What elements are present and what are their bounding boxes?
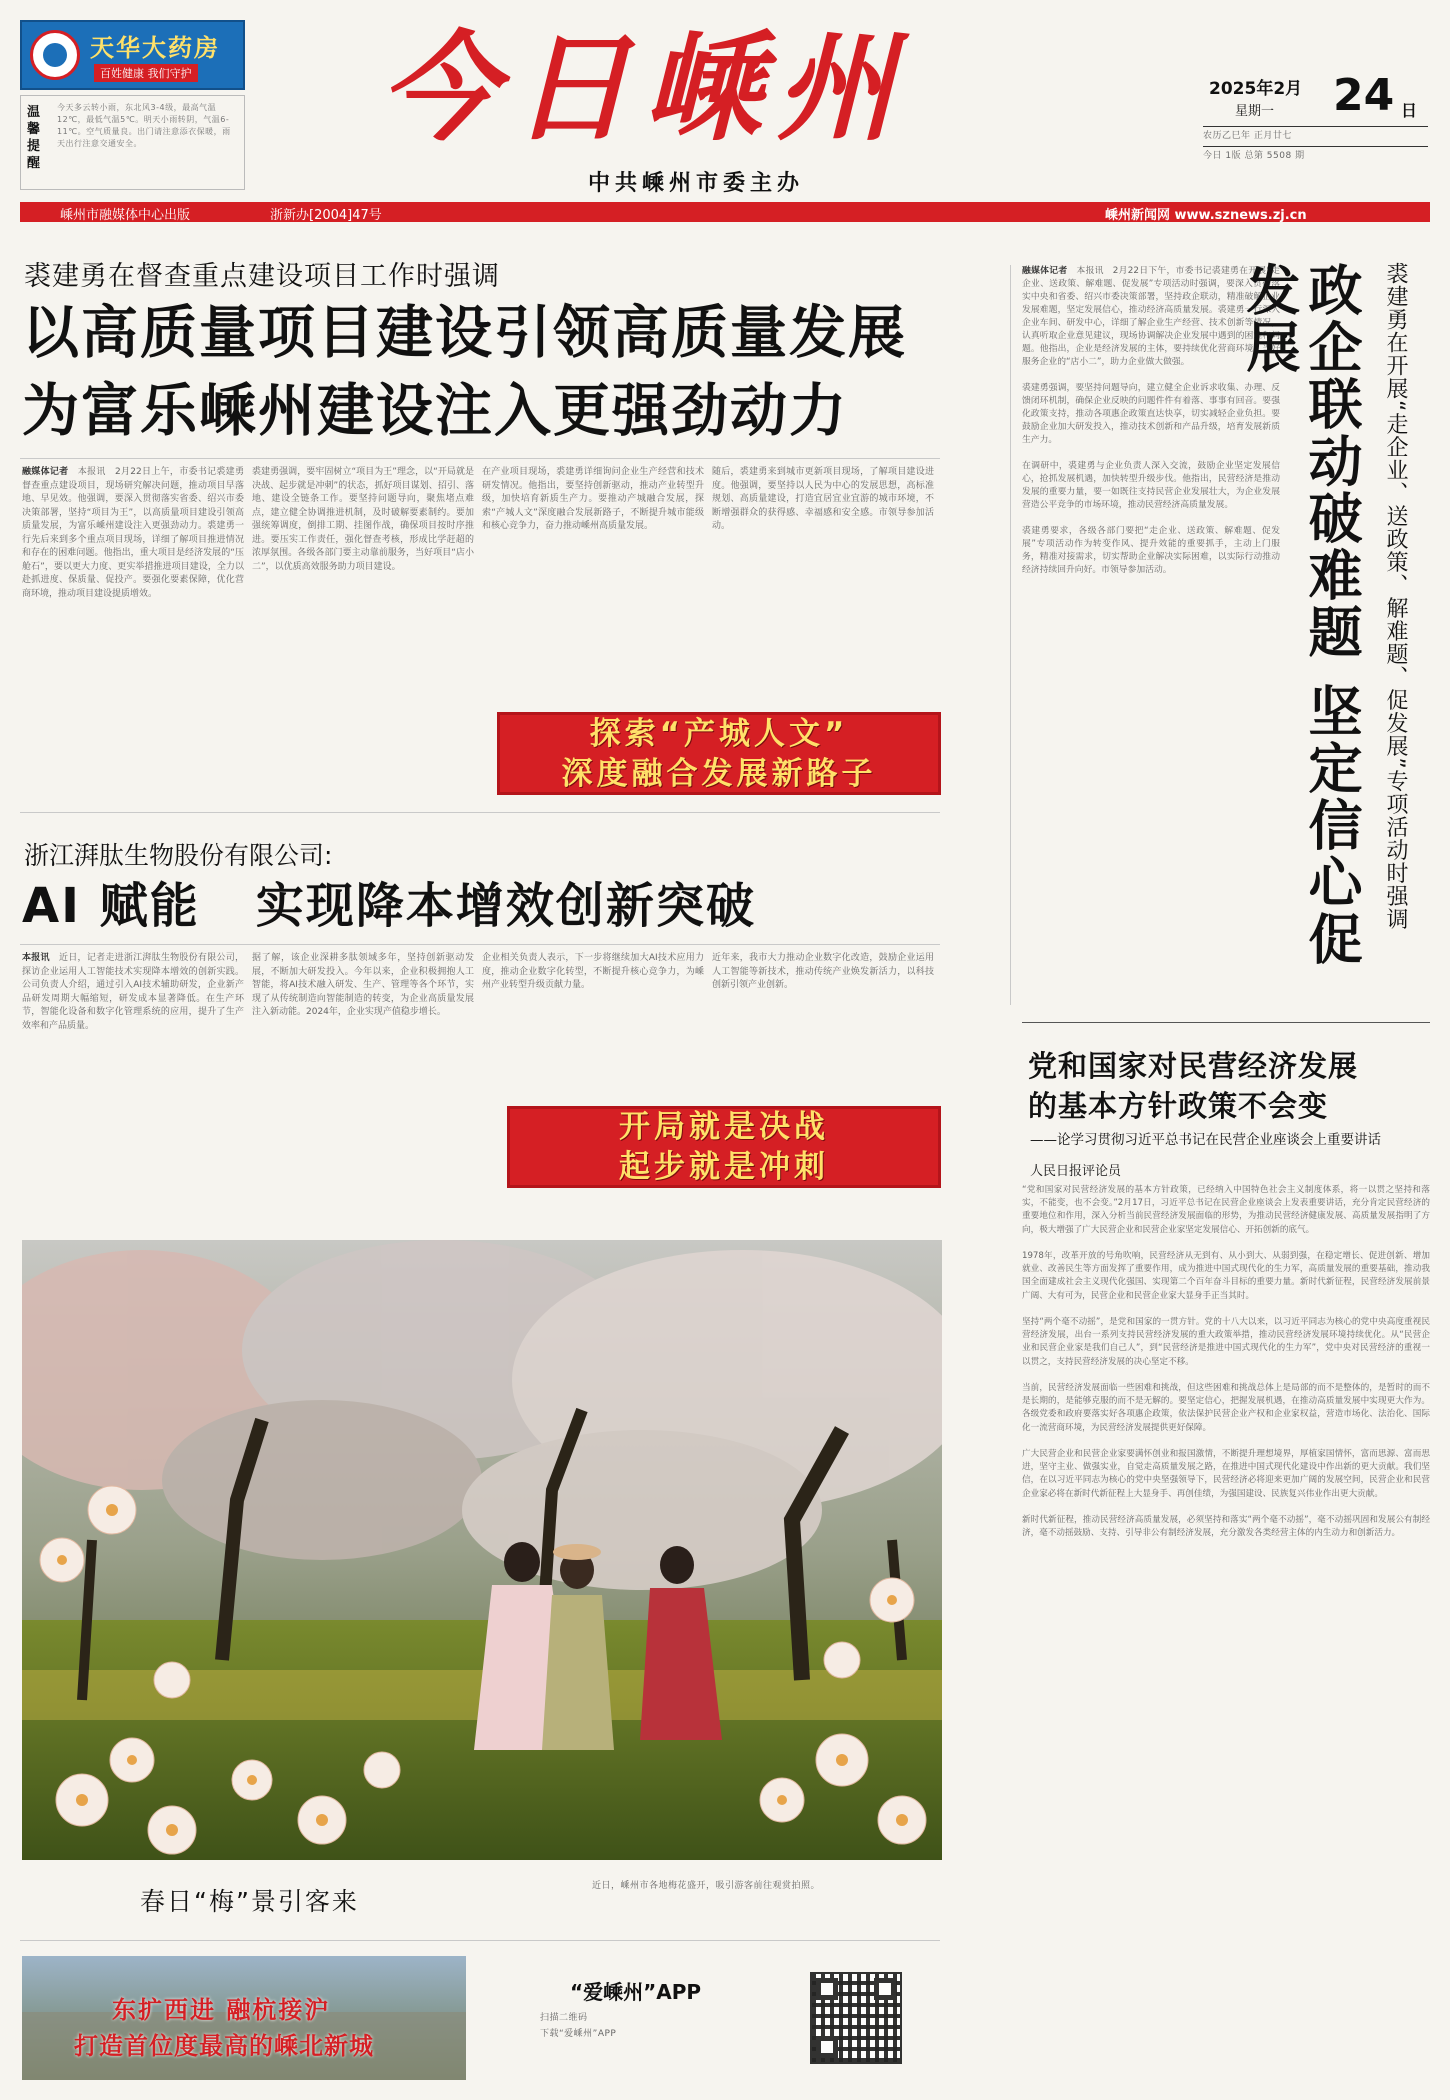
date-day: 24 <box>1333 70 1395 121</box>
pharmacy-ad <box>20 20 245 90</box>
banner-line-2: 打造首位度最高的嵊北新城 <box>74 2032 374 2060</box>
banner-line-1: 东扩西进 融杭接沪 <box>112 1996 331 2024</box>
app-text-1: 扫描二维码 <box>540 2013 588 2023</box>
photo-caption: 春日“梅”景引客来 <box>140 1887 359 1916</box>
date-lunar: 农历乙巳年 正月廿七 <box>1203 126 1428 143</box>
article2-kicker: 浙江湃肽生物股份有限公司: <box>24 841 333 870</box>
article2-column-1: 本报讯 近日，记者走进浙江湃肽生物股份有限公司，探访企业运用人工智能技术实现降本增效的创新实践。公司负责人介绍，通过引入AI技术辅助研发，企业新产品研发周期大幅缩短，研发成本显著降低。在生产环节，智能化设备和数字化管理系统的应用，提升了生产效率和产品质量。 <box>22 953 244 1031</box>
app-promo <box>510 1956 940 2080</box>
masthead-sponsor: 中共嵊州市委主办 <box>588 171 805 196</box>
date-weekday: 星期一 <box>1235 104 1275 119</box>
red-info-bar <box>20 202 1430 222</box>
article2-callout-line2: 起步就是冲刺 <box>619 1149 829 1185</box>
article2-column-3: 企业相关负责人表示，下一步将继续加大AI技术应用力度，推动企业数字化转型，不断提升核心竞争力，为嵊州产业转型升级贡献力量。 <box>482 953 704 990</box>
article1-column-3: 在产业项目现场，裘建勇详细询问企业生产经营和技术研发情况。他指出，要坚持创新驱动，推动产业转型升级，加快培育新质生产力。要推动产城融合发展，探索“产城人文”深度融合发展新路子，不断提升城市能级和核心竞争力，奋力推动嵊州高质量发展。 <box>482 467 704 531</box>
pharmacy-logo-icon <box>30 30 80 80</box>
weather-label: 温馨提醒 <box>27 105 41 171</box>
plum-blossom-photo <box>22 1240 942 1860</box>
pharmacy-slogan: 百姓健康 我们守护 <box>94 64 198 82</box>
article1-callout-line2: 深度融合发展新路子 <box>561 755 877 792</box>
right-article-body: 融媒体记者 本报讯 2月22日下午，市委书记裘建勇在开展“走企业、送政策、解难题、促发展”专项活动时强调，要深入贯彻落实中央和省委、绍兴市委决策部署，坚持政企联动，精准破解企业发展难题，坚定发展信心，推动经济高质量发展。裘建勇一行深入企业车间、研发中心，详细了解企业生产经营、技术创新等情况，认真听取企业意见建议，现场协调解决企业发展中遇到的困难和问题。他指出，企业是经济发展的主体，要持续优化营商环境，当好服务企业的“店小二”，助力企业做大做强。 裘建勇强调，要坚持问题导向，建立健全企业诉求收集、办理、反馈闭环机制，确保企业反映的问题件件有着落、事事有回音。要强化政策支持，推动各项惠企政策直达快享，切实减轻企业负担。要鼓励企业加大研发投入，推动技术创新和产品升级，培育发展新质生产力。 在调研中，裘建勇与企业负责人深入交流，鼓励企业坚定发展信心，抢抓发展机遇，加快转型升级步伐。他指出，民营经济是推动发展的重要力量，要一如既往支持民营企业发展壮大，为企业发展营造公平竞争的市场环境，推动民营经济高质量发展。 裘建勇要求，各级各部门要把“走企业、送政策、解难题、促发展”专项活动作为转变作风、提升效能的重要抓手，主动上门服务，精准对接需求，切实帮助企业解决实际困难，以实际行动推动经济持续回升向好。市领导参加活动。 <box>1022 266 1280 575</box>
website-text: 嵊州新闻网 www.sznews.zj.cn <box>1105 208 1307 223</box>
article2-callout-box <box>507 1106 941 1188</box>
app-text-2: 下载“爱嵊州”APP <box>540 2029 617 2039</box>
article1-column-4: 随后，裘建勇来到城市更新项目现场，了解项目建设进度。他强调，要坚持以人民为中心的发展思想，高标准规划、高质量建设，打造宜居宜业宜游的城市环境，不断增强群众的获得感、幸福感和安全感。市领导参加活动。 <box>712 467 934 531</box>
weather-text: 今天多云转小雨，东北风3-4级，最高气温12℃，最低气温5℃。明天小雨转阴，气温6-11℃。空气质量良。出门请注意添衣保暖，雨天出行注意交通安全。 <box>57 103 231 148</box>
article1-column-2: 裘建勇强调，要牢固树立“项目为王”理念，以“开局就是决战、起步就是冲刺”的状态，抓好项目谋划、招引、落地、建设全链条工作。要坚持问题导向，聚焦堵点难点，建立健全协调推进机制，及时破解要素制约。要加强统筹调度，倒排工期、挂图作战，确保项目按时序推进。要压实工作责任，强化督查考核，形成比学赶超的浓厚氛围。各级各部门要主动靠前服务，当好项目“店小二”，以优质高效服务助力项目建设。 <box>252 467 474 572</box>
issue-number: 今日 1版 总第 5508 期 <box>1203 146 1428 163</box>
app-title: “爱嵊州”APP <box>570 1980 702 2004</box>
article2-column-2: 据了解，该企业深耕多肽领域多年，坚持创新驱动发展，不断加大研发投入。今年以来，企业积极拥抱人工智能，将AI技术融入研发、生产、管理等各个环节，实现了从传统制造向智能制造的转变，为企业高质量发展注入新动能。2024年，企业实现产值稳步增长。 <box>252 953 474 1017</box>
right-article-headline: 政企联动破难题 坚定信心促发展 <box>1238 262 1363 968</box>
article2-headline: AI 赋能 实现降本增效创新突破 <box>22 878 756 934</box>
date-day-suffix: 日 <box>1401 101 1418 120</box>
right-article-subhead: 裘建勇在开展“走企业、送政策、解难题、促发展”专项活动时强调 <box>1383 262 1408 931</box>
photo-illustration <box>22 1240 942 1860</box>
publisher-text: 嵊州市融媒体中心出版 <box>60 208 191 223</box>
article1-headline-1: 以高质量项目建设引领高质量发展 <box>22 300 907 366</box>
article1-kicker: 裘建勇在督查重点建设项目工作时强调 <box>24 261 500 292</box>
commentary-title-1: 党和国家对民营经济发展 <box>1028 1049 1359 1083</box>
article1-headline-2: 为富乐嵊州建设注入更强劲动力 <box>22 378 848 444</box>
qr-code-icon[interactable] <box>810 1972 902 2064</box>
photo-note: 近日，嵊州市各地梅花盛开，吸引游客前往观赏拍照。 <box>592 1881 821 1891</box>
masthead-title: 今日嵊州 <box>380 18 909 157</box>
article1-callout-box <box>497 712 941 795</box>
commentary-source: 人民日报评论员 <box>1030 1164 1122 1179</box>
date-month: 2025年2月 <box>1209 79 1303 99</box>
commentary-body: “党和国家对民营经济发展的基本方针政策，已经纳入中国特色社会主义制度体系，将一以贯之坚持和落实，不能变，也不会变。”2月17日，习近平总书记在民营企业座谈会上发表重要讲话，充分肯定民营经济的重要地位和作用，深入分析当前民营经济发展面临的形势，为推动民营经济健康发展、高质量发展指明了方向，极大增强了广大民营企业和民营企业家坚定发展信心、开拓创新的底气。 1978年，改革开放的号角吹响，民营经济从无到有、从小到大、从弱到强，在稳定增长、促进创新、增加就业、改善民生等方面发挥了重要作用，成为推进中国式现代化的生力军，高质量发展的重要基础，推动我国全面建成社会主义现代化强国、实现第二个百年奋斗目标的重要力量。新时代新征程，民营经济发展前景广阔、大有可为，民营企业和民营企业家大显身手正当其时。 坚持“两个毫不动摇”，是党和国家的一贯方针。党的十八大以来，以习近平同志为核心的党中央高度重视民营经济发展，出台一系列支持民营经济发展的重大政策举措，推动民营经济发展环境持续优化。从“民营企业和民营企业家是我们自己人”，到“民营经济是推进中国式现代化的生力军”，党中央对民营经济的重视一以贯之，支持民营经济发展的决心坚定不移。 当前，民营经济发展面临一些困难和挑战，但这些困难和挑战总体上是局部的而不是整体的，是暂时的而不是长期的，是能够克服的而不是无解的。要坚定信心，把握发展机遇，在推动高质量发展中实现更大作为。各级党委和政府要落实好各项惠企政策，依法保护民营企业产权和企业家权益，营造市场化、法治化、国际化一流营商环境，为民营经济发展提供更好保障。 广大民营企业和民营企业家要满怀创业和报国激情，不断提升理想境界，厚植家国情怀，富而思源、富而思进，坚守主业、做强实业，自觉走高质量发展之路，在推进中国式现代化建设中作出新的更大贡献。我们坚信，在以习近平同志为核心的党中央坚强领导下，民营经济必将迎来更加广阔的发展空间，民营企业和民营企业家必将在新时代新征程上大显身手、再创佳绩，为强国建设、民族复兴伟业作出更大贡献。 新时代新征程，推动民营经济高质量发展，必须坚持和落实“两个毫不动摇”，毫不动摇巩固和发展公有制经济，毫不动摇鼓励、支持、引导非公有制经济发展，充分激发各类经营主体的内生动力和创新活力。 <box>1022 1185 1430 1539</box>
commentary-title-2: 的基本方针政策不会变 <box>1028 1089 1329 1123</box>
article2-column-4: 近年来，我市大力推动企业数字化改造，鼓励企业运用人工智能等新技术，推动传统产业焕发新活力，以科技创新引领产业创新。 <box>712 953 934 990</box>
article1-callout-line1: 探索“产城人文” <box>589 715 849 752</box>
article2-callout-line1: 开局就是决战 <box>619 1109 829 1145</box>
weather-box <box>20 95 245 190</box>
cn-number: 浙新办[2004]47号 <box>270 208 382 223</box>
date-box <box>1203 70 1428 170</box>
bottom-banner-ad <box>22 1956 466 2080</box>
commentary-subtitle: ——论学习贯彻习近平总书记在民营企业座谈会上重要讲话 <box>1030 1132 1381 1148</box>
pharmacy-name: 天华大药房 <box>90 34 220 62</box>
article1-column-1: 融媒体记者 本报讯 2月22日上午，市委书记裘建勇督查重点建设项目，现场研究解决问题，推动项目早落地、早见效。他强调，要深入贯彻落实省委、绍兴市委决策部署，坚持“项目为王”，以高质量项目建设引领高质量发展，为富乐嵊州建设注入更强劲动力。裘建勇一行先后来到多个重点项目现场，详细了解项目推进情况和存在的困难问题。他指出，重大项目是经济发展的“压舱石”，要以更大力度、更实举措推进项目建设，全力以赴抓进度、保质量、促投产。要强化要素保障，优化营商环境，推动项目建设提质增效。 <box>22 467 244 599</box>
